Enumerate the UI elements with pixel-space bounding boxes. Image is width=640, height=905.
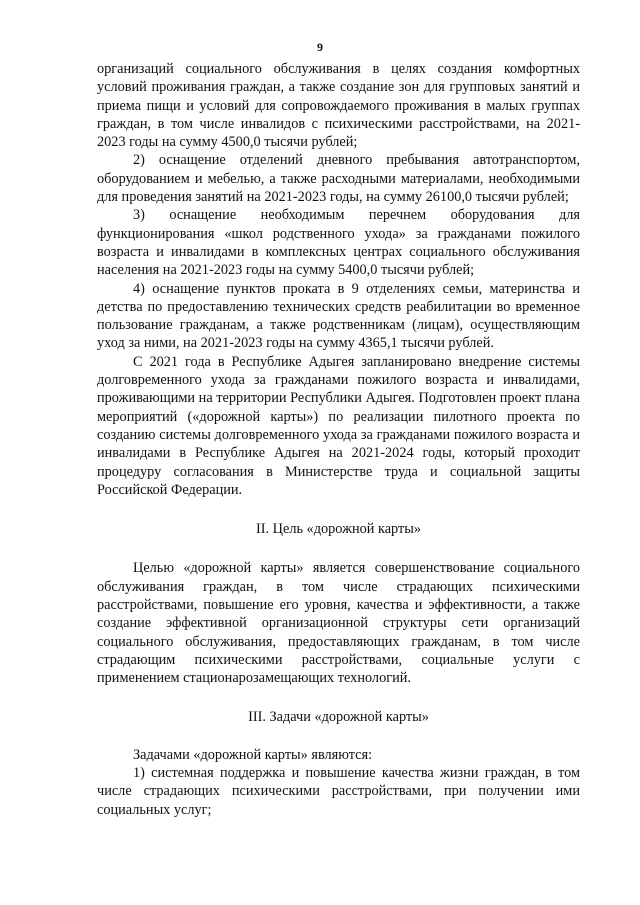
paragraph-goal: Целью «дорожной карты» является совершенствование социального обслуживания граждан, в том числе страдающих психическими расстройствами, повышение его уровня, качества и эффективности, а также создание эффективной организационной структуры сети организаций социального обслуживания, предоставляющих гражданам, в том числе страдающим психическими расстройствами, социальные услуги с применением стационарозамещающих технологий. xyxy=(97,560,580,687)
paragraph-item-2: 2) оснащение отделений дневного пребывания автотранспортом, оборудованием и мебелью, а также расходными материалами, необходимыми для проведения занятий на 2021-2023 годы, на сумму 26100,0 тысячи рублей; xyxy=(97,152,580,206)
paragraph-ltc-system: С 2021 года в Республике Адыгея запланировано внедрение системы долговременного ухода за гражданами пожилого возраста и инвалидами, проживающими на территории Республики Адыгея. Подготовлен проект плана мероприятий («дорожной карты») по реализации пилотного проекта по созданию системы долговременного ухода за гражданами пожилого возраста и инвалидами в Республике Адыгея на 2021-2024 годы, который проходит процедуру согласования в Министерстве труда и социальной защиты Российской Федерации. xyxy=(97,353,580,498)
paragraph-item-4: 4) оснащение пунктов проката в 9 отделениях семьи, материнства и детства по предоставлению технических средств реабилитации во временное пользование гражданам, а также родственникам (лицам), осуществляющим уход за ними, на 2021-2023 годы на сумму 4365,1 тысячи рублей. xyxy=(97,280,580,352)
paragraph-tasks-intro: Задачами «дорожной карты» являются: xyxy=(133,746,373,763)
paragraph-item-3: 3) оснащение необходимым перечнем оборудования для функционирования «школ родственного ухода» за гражданами пожилого возраста и инвалидами в комплексных центрах социального обслуживания населения на 2021-2023 годы на сумму 5400,0 тысячи рублей; xyxy=(97,207,580,279)
section-heading-goal: II. Цель «дорожной карты» xyxy=(255,521,422,538)
paragraph-task-1: 1) системная поддержка и повышение качества жизни граждан, в том числе страдающих психическими расстройствами, при получении ими социальных услуг; xyxy=(97,765,580,818)
page-number: 9 xyxy=(317,40,323,54)
document-body xyxy=(97,60,580,819)
section-heading-tasks: III. Задачи «дорожной карты» xyxy=(248,708,429,725)
paragraph-continuation: организаций социального обслуживания в целях создания комфортных условий проживания граждан, а также создание зон для групповых занятий и приема пищи и условий для сопровождаемого проживания в малых группах граждан, в том числе инвалидов с психическими расстройствами, на 2021-2023 годы на сумму 4500,0 тысячи рублей; xyxy=(97,61,580,151)
